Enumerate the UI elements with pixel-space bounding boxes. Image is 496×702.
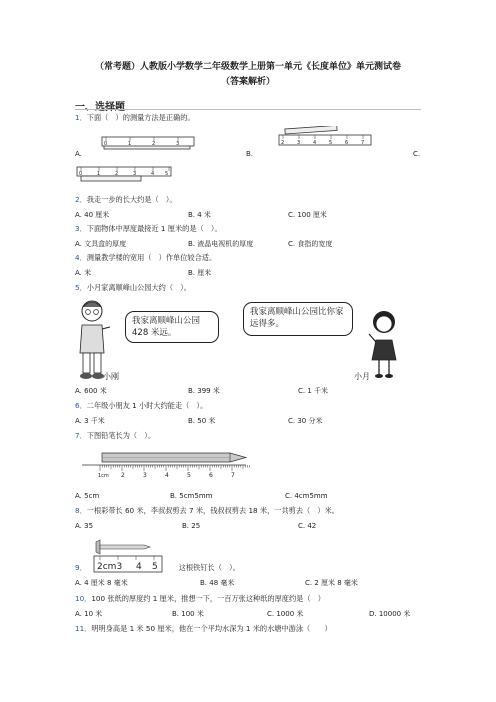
question-4-option-a: A. 米 [75, 269, 92, 277]
speech-bubble-left: 我家离顺峰山公园 428 米远。 [125, 311, 219, 343]
question-3-number: 3． [75, 224, 87, 233]
question-7-option-b: B. 5cm5mm [170, 492, 213, 500]
section-heading: 一、选择题 [75, 102, 125, 113]
question-3-text: 下面物体中厚度最接近 1 厘米的是（ ）。 [86, 224, 222, 233]
question-3-option-a: A. 文具盒的厚度 [75, 240, 127, 248]
page-title [60, 60, 436, 90]
question-8 [75, 506, 339, 516]
ruler-label: 3 [143, 472, 147, 479]
question-10-option-a: A. 10 米 [75, 610, 103, 618]
question-10-option-b: B. 100 米 [172, 610, 204, 618]
question-5-option-b: B. 399 米 [188, 387, 220, 395]
ruler-body [77, 167, 171, 176]
question-1-ruler-b-image [277, 126, 375, 154]
question-1 [75, 113, 195, 123]
ruler-label: 4 [151, 171, 155, 177]
ruler-label: 2cm3 [97, 562, 123, 572]
question-7-text: 下图铅笔长为（ ）。 [86, 431, 156, 440]
question-8-option-a: A. 35 [75, 522, 94, 530]
question-9-option-b: B. 48 毫米 [200, 579, 235, 587]
ruler-label: 5 [187, 472, 191, 479]
question-7 [75, 431, 155, 441]
question-8-option-b: B. 25 [182, 522, 201, 530]
question-10 [75, 594, 325, 604]
question-5-number: 5． [75, 283, 87, 292]
question-7-option-c: C. 4cm5mm [285, 492, 328, 500]
question-6-option-a: A. 3 千米 [75, 417, 105, 425]
question-8-option-c: C. 42 [298, 522, 317, 530]
character-name-right: 小月 [354, 372, 370, 381]
question-2-option-a: A. 40 厘米 [75, 211, 110, 219]
ruler-label: 2 [121, 472, 125, 479]
question-8-text: 一根彩带长 60 米，李叔叔剪去 7 米，钱叔叔剪去 18 米，一共剪去（ ）米。 [86, 506, 339, 515]
ruler-label: 6 [209, 472, 213, 479]
ruler-label: 1 [97, 171, 101, 177]
question-6-option-c: C. 30 分米 [288, 417, 323, 425]
question-5-option-a: A. 600 米 [75, 387, 107, 395]
ruler-label: 1 [128, 141, 132, 147]
question-3-option-c: C. 食指的宽度 [288, 240, 333, 248]
question-11-number: 11． [75, 624, 92, 633]
question-9 [75, 563, 240, 573]
ruler-label: 0 [104, 141, 108, 147]
ruler-label: 2 [115, 171, 119, 177]
section-divider [75, 109, 421, 110]
ruler-label: 3 [176, 141, 180, 147]
question-5-option-c: C. 1 千米 [298, 387, 329, 395]
question-1-option-c: C. [413, 150, 421, 158]
question-3-option-b: B. 液晶电视机的厚度 [188, 240, 254, 248]
ruler-label: 1cm [98, 473, 109, 479]
nail-head [96, 540, 100, 554]
question-8-number: 8． [75, 506, 87, 515]
question-9-text: 这根铁钉长（ ）。 [178, 563, 240, 572]
question-1-ruler-c-image [75, 165, 175, 187]
measured-bar [285, 126, 337, 134]
question-10-option-d: D. 10000 米 [369, 610, 411, 618]
girl-illustration [365, 308, 405, 382]
ruler-label: 3 [133, 171, 137, 177]
ruler-label: 0 [79, 171, 83, 177]
question-2-number: 2． [75, 195, 87, 204]
character-name-left: 小刚 [103, 372, 119, 381]
question-5-text: 小月家离顺峰山公园大约（ ）。 [86, 283, 191, 292]
question-1-text: 下面（ ）的测量方法是正确的。 [86, 113, 195, 122]
speech-bubble-right: 我家离顺峰山公园比你家远得多。 [243, 302, 353, 336]
ruler-body [279, 135, 371, 145]
question-1-option-a: A. [75, 150, 82, 158]
question-7-pencil-ruler-image [80, 446, 250, 482]
question-7-option-a: A. 5cm [75, 492, 100, 500]
question-2-option-c: C. 100 厘米 [288, 211, 327, 219]
question-4 [75, 253, 216, 263]
ruler-label: 4 [313, 140, 317, 146]
question-7-number: 7． [75, 431, 87, 440]
ruler-label: 4 [136, 562, 142, 572]
nail [100, 545, 150, 549]
ruler-label: 5 [329, 140, 333, 146]
ruler-label: 4 [165, 472, 169, 479]
question-6 [75, 401, 207, 411]
title-line-1: （常考题）人教版小学数学二年级数学上册第一单元《长度单位》单元测试卷 [94, 62, 401, 72]
question-10-option-c: C. 1000 米 [267, 610, 304, 618]
question-2-text: 我走一步的长大约是（ ）。 [86, 195, 177, 204]
question-6-text: 二年级小朋友 1 小时大约能走（ ）。 [86, 401, 208, 410]
ruler-body [102, 137, 194, 146]
ruler-label: 6 [345, 140, 349, 146]
ruler-label: 7 [231, 472, 235, 479]
question-9-number: 9． [75, 563, 87, 572]
ruler-label: 2 [281, 140, 285, 146]
ruler-label: 7 [361, 140, 365, 146]
question-1-option-b: B. [246, 150, 254, 158]
question-4-number: 4． [75, 253, 87, 262]
question-2 [75, 195, 177, 205]
question-4-text: 测量教学楼的宽用（ ）作单位较合适。 [86, 253, 217, 262]
ruler-label: 2 [152, 141, 156, 147]
question-11 [75, 624, 332, 634]
question-2-option-b: B. 4 米 [188, 211, 211, 219]
question-6-option-b: B. 50 米 [188, 417, 216, 425]
question-5 [75, 283, 191, 293]
question-9-option-a: A. 4 厘米 8 毫米 [75, 579, 128, 587]
ruler-label: 5 [165, 171, 169, 177]
question-1-ruler-a-image [100, 134, 198, 156]
ruler-label: 5 [152, 562, 158, 572]
measured-bar [81, 176, 141, 181]
title-line-2: （答案解析） [220, 77, 275, 87]
question-4-option-b: B. 厘米 [188, 269, 212, 277]
question-9-option-c: C. 2 厘米 8 毫米 [305, 579, 358, 587]
question-6-number: 6． [75, 401, 87, 410]
question-11-text: 明明身高是 1 米 50 厘米，他在一个平均水深为 1 米的水塘中游泳（ ） [91, 624, 332, 633]
question-3 [75, 224, 222, 234]
question-1-number: 1． [75, 113, 87, 122]
question-10-number: 10． [75, 594, 92, 603]
ruler-label: 3 [297, 140, 301, 146]
question-10-text: 100 张纸的厚度约 1 厘米，推想一下，一百万张这种纸的厚度约是（ ） [91, 594, 325, 603]
